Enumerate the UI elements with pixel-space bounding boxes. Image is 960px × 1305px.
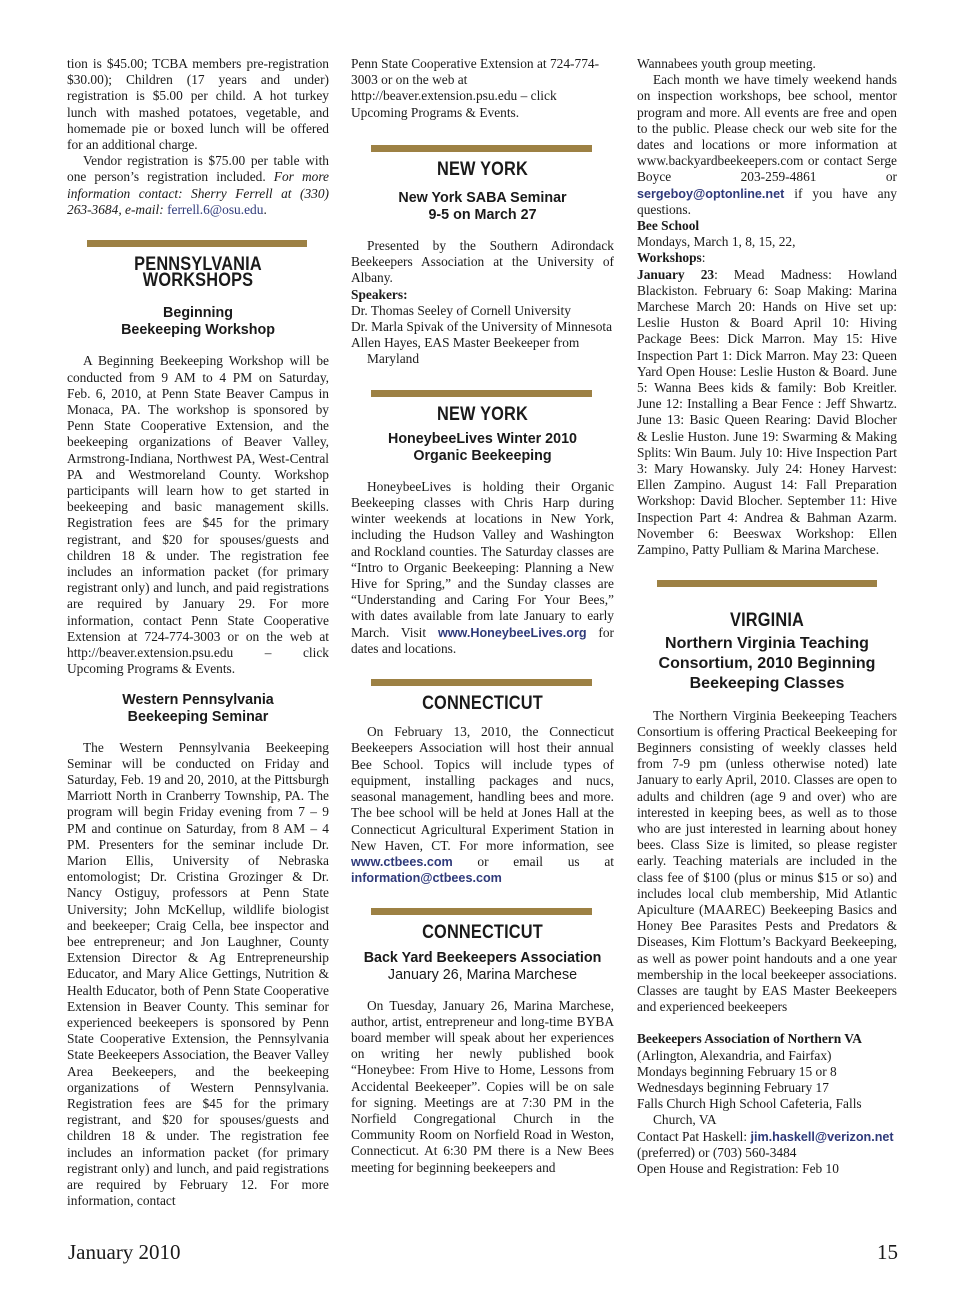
speakers-label-text: Speakers: (351, 286, 408, 302)
contact-text: (preferred) or (703) 560-3484 (637, 1144, 797, 1160)
paragraph-text: if you have any questions. (637, 185, 897, 217)
bee-school-label-text: Bee School (637, 218, 700, 234)
bee-school-dates: Mondays, March 1, 8, 15, 22, (637, 234, 796, 250)
paragraph-text: On February 13, 2010, the Connecticut Beekeepers Association will host their annual Bee School. Topics will include types of equipment, installing packages and nucs, seasonal management, handling bees and more. The bee school will be held at Jones Hall at the Connecticut Agricultural Experiment Station in New Haven, CT. For more information, see (351, 724, 614, 853)
subheading-line: Beekeeping Workshop (121, 322, 275, 339)
association-label-text: Beekeepers Association of Northern VA (637, 1031, 862, 1047)
subheading-back-yard-beekeepers (351, 950, 614, 984)
subheading-line: 9-5 on March 27 (428, 207, 537, 224)
association-contact (637, 1129, 897, 1161)
paragraph-text: HoneybeeLives is holding their Organic Beekeeping classes with Chris Harp during winter weekends at locations in New York, including the Hudson Valley and Washington and Rockland counties. The Saturday classes are “Intro to Organic Beekeeping: Planning a New Hive for Spring,” and the Sunday classes are “Understanding and Caring For Your Bees,” with dates available from late January to early March. Visit (351, 478, 614, 640)
section-rule (371, 390, 592, 397)
email-link[interactable]: ferrell.6@osu.edu (167, 201, 264, 217)
subheading-line: Northern Virginia Teaching (665, 634, 869, 652)
workshops-label-text: Workshops (637, 250, 702, 266)
subheading-beginning-workshop (67, 305, 329, 339)
punctuation: . (263, 201, 267, 217)
association-mondays: Mondays beginning February 15 or 8 (637, 1063, 837, 1079)
paragraph: tion is $45.00; TCBA members pre-registration $30.00); Children (17 years and under) registration is $5.00 per child. A hot turkey lunch with mashed potatoes, vegetable, and homemade pie or boxed lunch will be offered for an additional charge. (67, 56, 329, 153)
paragraph: The Western Pennsylvania Beekeeping Seminar will be conducted on Friday and Saturday, Feb. 19 and 20, 2010, at the Pittsburgh Marriott North in Cranberry Township, PA. The program will begin Friday evening from 7 – 9 PM and continue on Saturday, from 8 AM – 4 PM. Presenters for the seminar include Dr. Marion Ellis, University of Nebraska entomologist; Dr. Cristina Grozinger & Dr. Nancy Ostiguy, professors at Penn State University; John McKellup, wildlife biologist and beekeeper; Craig Cella, bee inspector and bee entrepreneur; and Jon Laughner, County Extension Director & Ag Entrepreneurship Educator, and Mary Alice Gettings, Nutrition & Health Educator, both of Penn State Cooperative Extension in Beaver County. This seminar for experienced beekeepers is sponsored by Penn State Cooperative Extension, the Pennsylvania State Beekeepers Association, the Beaver Valley Area Beekeepers, and the beekeeping organizations of Western Pennsylvania. Registration fees are $45 for the primary registrant, and $20 for spouses/guests and children 18 & under. The registration fee includes an information packet (for primary registrant only) and lunch, and paid registrations are required by February 12. For more information, contact (67, 739, 329, 1209)
subheading-honeybeelives (351, 431, 614, 465)
section-heading-new-york: NEW YORK (437, 403, 528, 425)
section-heading-pennsylvania: PENNSYLVANIA WORKSHOPS (134, 254, 262, 292)
column-1 (67, 56, 329, 1209)
ctbees-website-link[interactable]: www.ctbees.com (351, 854, 453, 869)
paragraph: A Beginning Beekeeping Workshop will be conducted from 9 AM to 4 PM on Saturday, Feb. 6, 2010, at Penn State Beaver Campus in Monaca, PA. The workshop is sponsored by Penn State Cooperative Extension, and the beekeeping organizations of Beaver Valley, Armstrong-Indiana, Northwest PA, West-Central PA and Westmoreland County. Workshop participants will learn how to get started in beekeeping and basic management skills. Registration fees are $45 for the primary registrant, and $20 for spouses/guests and children 18 & under. The registration fee includes an information packet (for primary registrant only) and lunch, and paid registrations are required by January 29. For more information, contact Penn State Cooperative Extension at 724-774-3003 or on the web at http://beaver.extension.psu.edu – click Upcoming Programs & Events. (67, 353, 329, 677)
association-wednesdays: Wednesdays beginning February 17 (637, 1079, 829, 1095)
section-rule (371, 679, 592, 686)
speaker-item: Dr. Thomas Seeley of Cornell University (351, 302, 571, 318)
subheading-line: January 26, Marina Marchese (387, 966, 578, 983)
speakers-label (351, 287, 614, 303)
subheading-line: Organic Beekeeping (413, 447, 552, 464)
column-3 (637, 56, 897, 1177)
section-heading-virginia: VIRGINIA (729, 610, 805, 632)
contact-label: Contact Pat Haskell: (637, 1128, 748, 1144)
subheading-line: New York SABA Seminar (398, 190, 567, 207)
workshops-label (637, 250, 897, 266)
column-2 (351, 56, 614, 1176)
speaker-item: Allen Hayes, EAS Master Beekeeper from Maryland (351, 335, 580, 367)
workshop-date: January 23 (637, 266, 715, 282)
section-rule (371, 145, 592, 152)
ctbees-email-link[interactable]: information@ctbees.com (351, 871, 502, 886)
page-number: 15 (877, 1240, 898, 1264)
subheading-line: HoneybeeLives Winter 2010 (388, 430, 577, 447)
haskell-email-link[interactable]: jim.haskell@verizon.net (750, 1129, 894, 1144)
subheading-line: Consortium, 2010 Beginning (658, 654, 876, 672)
punctuation: : (701, 250, 706, 266)
paragraph (637, 72, 897, 218)
speaker-item: Dr. Marla Spivak of the University of Minnesota (351, 319, 613, 335)
paragraph: Wannabees youth group meeting. (637, 56, 816, 71)
paragraph (351, 724, 614, 886)
association-open-house: Open House and Registration: Feb 10 (637, 1160, 839, 1176)
workshops-text: : Mead Madness: Howland Blackiston. February 6: Soap Making: Marina Marchese March 20: Hands on Hive set up: Leslie Huston & Board April 10: Hiving Package Bees: Dick Marron. May 15: Hive Inspection Part 1: Dick Marron. May 23: Queen Yard Open House: Leslie Huston & Board. June 5: Wanna Bees kids & family: Bob Kreitler. June 12: Installing a Bear Fence : Jeff Shwartz. June 13: Basic Queen Rearing: David Blocher & Leslie Huston. June 19: Swarming & Making Splits: Win Baum. July 10: Hive Inspection Part 3: Mary Howansky. July 24: Honey Harvest: Ellen Zampino. August 14: Fall Preparation Workshop: David Blocher. September 11: Hive Inspection Part 4: Andrea & Bahman Azarm. November 6: Beeswax Workshop: Ellen Zampino, Patty Pulliam & Marina Marchese. (637, 266, 898, 558)
honeybeelives-link[interactable]: www.HoneybeeLives.org (437, 625, 587, 640)
section-heading-new-york: NEW YORK (437, 158, 528, 180)
section-rule (87, 240, 307, 247)
serge-email-link[interactable]: sergeboy@optonline.net (637, 186, 785, 201)
section-rule (657, 580, 877, 587)
subheading-western-pa-seminar (67, 692, 329, 726)
subheading-line: Beekeeping Seminar (127, 708, 269, 725)
section-heading-connecticut: CONNECTICUT (422, 693, 543, 715)
paragraph: Penn State Cooperative Extension at 724-774-3003 or on the web at http://beaver.extension.psu.edu – click Upcoming Programs & Events. (351, 56, 600, 120)
paragraph: Presented by the Southern Adirondack Beekeepers Association at the University of Albany. (351, 238, 614, 286)
subheading-line: Western Pennsylvania (122, 691, 274, 708)
association-area: (Arlington, Alexandria, and Fairfax) (637, 1047, 832, 1063)
subheading-line: Beekeeping Classes (689, 674, 845, 692)
vendor-paragraph (67, 153, 329, 218)
contact-text: For more information contact: Sherry Ferrell at (330) 263-3684, e-mail: (67, 169, 329, 217)
paragraph: The Northern Virginia Beekeeping Teachers Consortium is offering Practical Beekeeping for Beginners consisting of weekly classes held from 7-9 pm (unless otherwise noted) late January to early April, 2010. Classes are open to adults and children (age 9 and over) who are interested in keeping bees, as well as to those who are just interested in learning about honey bees. Class Size is limited, so please register early. Teaching materials are included in the class fee of $100 (plus or minus $15 or so) and includes local club membership, Mid Atlantic Apiculture (MAAREC) Beekeeping Basics and Honey Bee Parasites Pests and Predators & Diseases, Kim Flottum’s Backyard Beekeeping, as well as power point handouts and a one year membership in the local beekeeper associations. Classes are taught by EAS Master Beekeepers and experienced beekeepers (637, 707, 897, 1015)
vendor-text: Vendor registration is $75.00 per table with one person’s registration included. (67, 153, 329, 185)
subheading-saba-seminar (351, 190, 614, 224)
subheading-line: Back Yard Beekeepers Association (363, 949, 602, 966)
subheading-northern-virginia (637, 634, 897, 694)
association-label (637, 1031, 897, 1047)
paragraph (351, 479, 614, 657)
paragraph-text: Each month we have timely weekend hands on inspection workshops, bee school, mentor program and more. All events are free and open to the public. Please check our web site for the dates and locations or more information at www.backyardbeekeepers.com or contact Serge Boyce 203-259-4861 or (637, 72, 897, 185)
workshops-list (637, 267, 897, 559)
association-location: Falls Church High School Cafeteria, Falls Church, VA (637, 1096, 862, 1128)
paragraph: On Tuesday, January 26, Marina Marchese, author, artist, entrepreneur and long-time BYBA board member will speak about her experiences on writing her newly published book “Honeybee: From Hive to Home, Lessons from Accidental Beekeeper”. Copies will be on sale for signing. Meetings are at 7:30 PM in the Norfield Congregational Church in the Community Room on Norfield Road in Weston, Connecticut. At 6:30 PM there is a New Bees meeting for beginning beekeepers and (351, 997, 614, 1175)
section-heading-connecticut: CONNECTICUT (422, 922, 543, 944)
bee-school-label (637, 218, 897, 234)
subheading-line: Beginning (163, 305, 233, 322)
paragraph-text: for dates and locations. (351, 624, 614, 656)
section-rule (371, 908, 592, 915)
footer-date: January 2010 (68, 1240, 181, 1264)
paragraph-text: or email us at (477, 853, 614, 869)
